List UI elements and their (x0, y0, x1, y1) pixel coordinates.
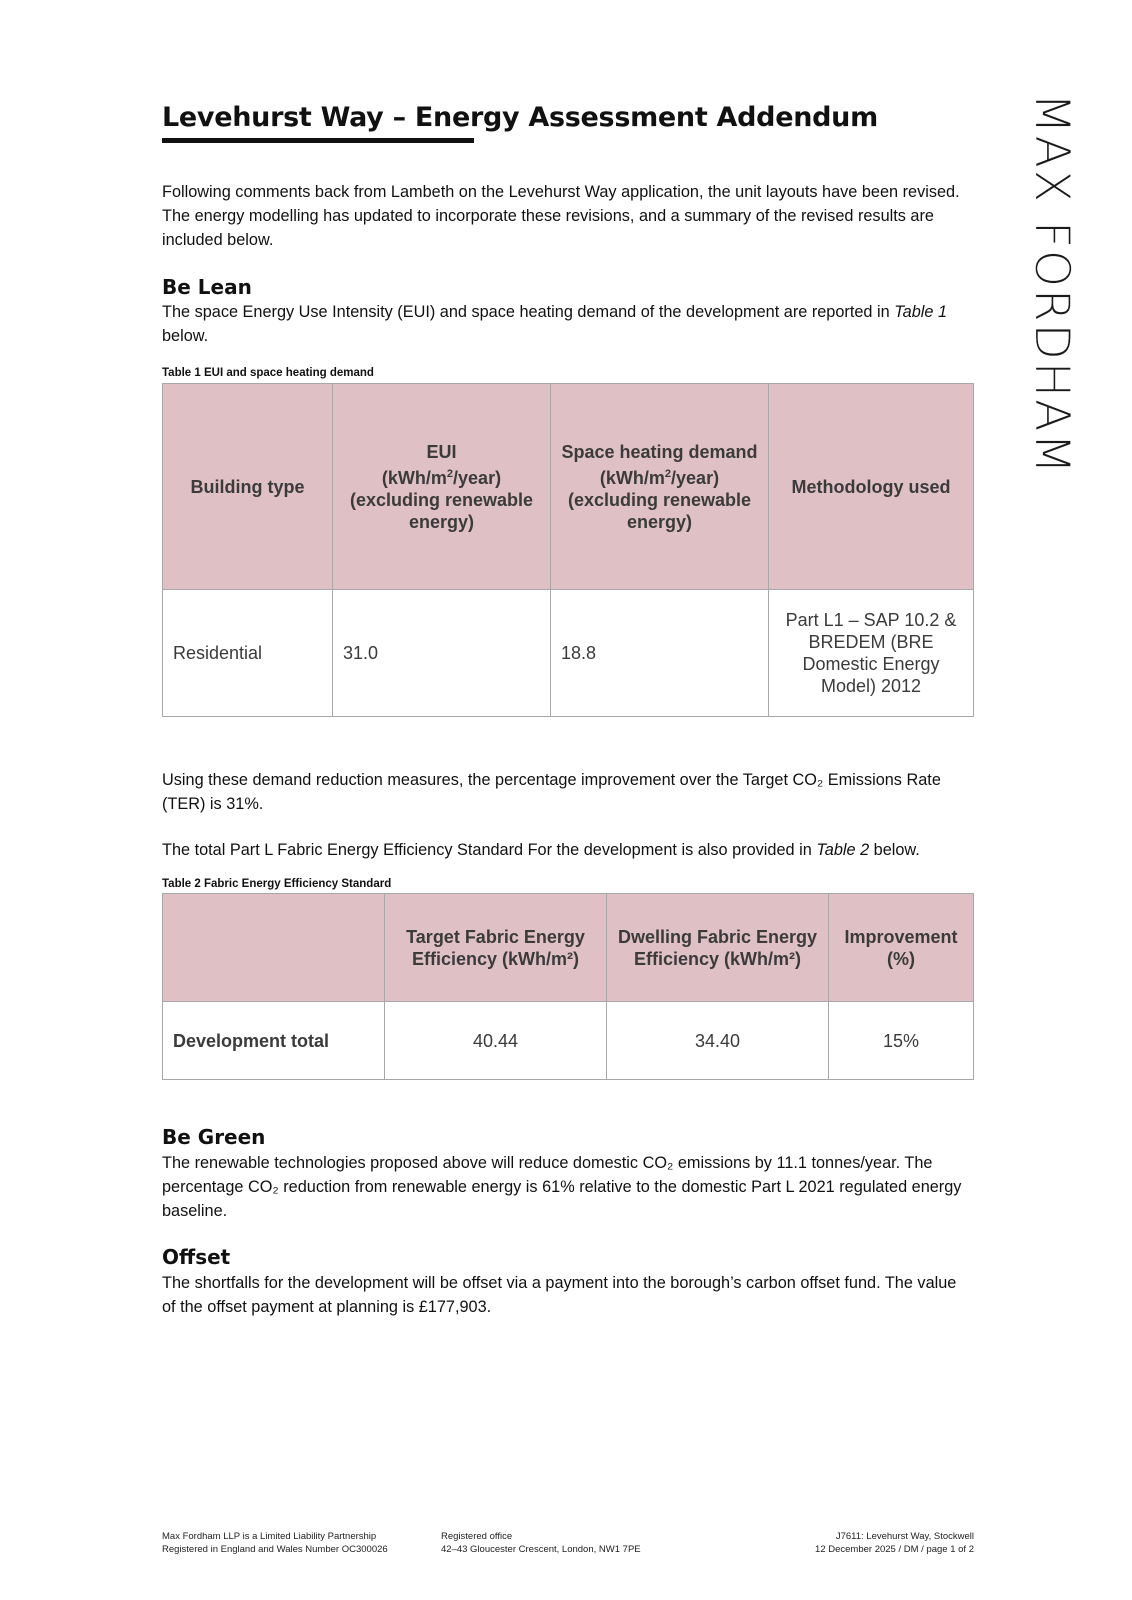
table-row (163, 1002, 974, 1080)
fabric-text-before: The total Part L Fabric Energy Efficiency Standard For the development is also provided in (162, 841, 817, 859)
table2-cell-improvement: 15% (829, 1002, 974, 1080)
footer-office-line2: 42–43 Gloucester Crescent, London, NW1 7PE (441, 1544, 641, 1555)
space-heating-header-title: Space heating demand (561, 441, 758, 462)
table1-header-space-heating (551, 384, 769, 590)
table1-cell-methodology: Part L1 – SAP 10.2 & BREDEM (BRE Domestic Energy Model) 2012 (769, 590, 974, 717)
footer-ref-line2: 12 December 2025 / DM / page 1 of 2 (815, 1544, 974, 1555)
fabric-efficiency-table (162, 893, 974, 1080)
table1-cell-space-heating: 18.8 (551, 590, 769, 717)
table1-reference: Table 1 (894, 303, 947, 321)
space-heating-header-note: (excluding renewable energy) (567, 489, 752, 532)
offset-paragraph: The shortfalls for the development will be offset via a payment into the borough’s carbon offset fund. The value of the offset payment at planning is £177,903. (162, 1274, 957, 1316)
page-title: Levehurst Way – Energy Assessment Addendum (162, 102, 878, 133)
eui-header-title: EUI (426, 441, 457, 462)
eui-table (162, 383, 974, 717)
table2-header-blank (163, 894, 385, 1002)
table1-cell-building-type: Residential (163, 590, 333, 717)
be-lean-paragraph (162, 300, 974, 348)
table2-caption: Table 2 Fabric Energy Efficiency Standard (162, 878, 392, 890)
be-green-heading: Be Green (162, 1125, 266, 1149)
footer-reference (815, 1530, 974, 1556)
intro-paragraph: Following comments back from Lambeth on the Levehurst Way application, the unit layouts have been revised. The energy modelling has updated to incorporate these revisions, and a summary of the revised results are included below. (162, 183, 960, 249)
table2-header-target: Target Fabric Energy Efficiency (kWh/m²) (385, 894, 607, 1002)
eui-header-unit-end: /year) (453, 467, 502, 488)
table2-cell-label: Development total (163, 1002, 385, 1080)
be-lean-heading: Be Lean (162, 275, 252, 299)
fabric-paragraph (162, 838, 974, 862)
fabric-text-after: below. (869, 841, 920, 859)
title-underline (162, 138, 474, 143)
brand-wordmark: MAX FORDHAM (1023, 93, 1079, 476)
ter-paragraph: Using these demand reduction measures, the percentage improvement over the Target CO₂ Emissions Rate (TER) is 31%. (162, 771, 941, 813)
space-heating-header-unit-sup: 2 (664, 467, 672, 480)
table2-reference: Table 2 (816, 841, 870, 859)
table-row (163, 590, 974, 717)
footer-office (441, 1530, 641, 1556)
footer-company-line2: Registered in England and Wales Number OC300026 (162, 1544, 388, 1555)
eui-header-note: (excluding renewable energy) (349, 489, 534, 532)
brand-logo (1023, 52, 1079, 517)
be-lean-text-after: below. (162, 327, 209, 345)
table1-caption: Table 1 EUI and space heating demand (162, 367, 374, 379)
eui-header-unit-start: (kWh/m (381, 467, 447, 488)
table2-header-improvement: Improvement (%) (829, 894, 974, 1002)
space-heating-header-unit-end: /year) (671, 467, 720, 488)
be-green-paragraph: The renewable technologies proposed above will reduce domestic CO₂ emissions by 11.1 tonnes/year. The percentage CO₂ reduction from renewable energy is 61% relative to the domestic Part L 2021 regulated energy baseline. (162, 1154, 962, 1220)
footer-company-line1: Max Fordham LLP is a Limited Liability Partnership (162, 1531, 377, 1542)
table1-header-row (163, 384, 974, 590)
eui-header-unit-sup: 2 (446, 467, 454, 480)
table1-header-methodology: Methodology used (769, 384, 974, 590)
footer-office-line1: Registered office (441, 1531, 513, 1542)
table2-header-dwelling: Dwelling Fabric Energy Efficiency (kWh/m²) (607, 894, 829, 1002)
table2-cell-target: 40.44 (385, 1002, 607, 1080)
table2-header-row (163, 894, 974, 1002)
footer-company (162, 1530, 388, 1556)
space-heating-header-unit-start: (kWh/m (599, 467, 665, 488)
be-lean-text-before: The space Energy Use Intensity (EUI) and space heating demand of the development are reported in (162, 303, 895, 321)
table1-header-eui (333, 384, 551, 590)
footer-ref-line1: J7611: Levehurst Way, Stockwell (835, 1531, 974, 1542)
table1-header-building-type: Building type (163, 384, 333, 590)
table2-cell-dwelling: 34.40 (607, 1002, 829, 1080)
offset-heading: Offset (162, 1245, 231, 1269)
table1-cell-eui: 31.0 (333, 590, 551, 717)
